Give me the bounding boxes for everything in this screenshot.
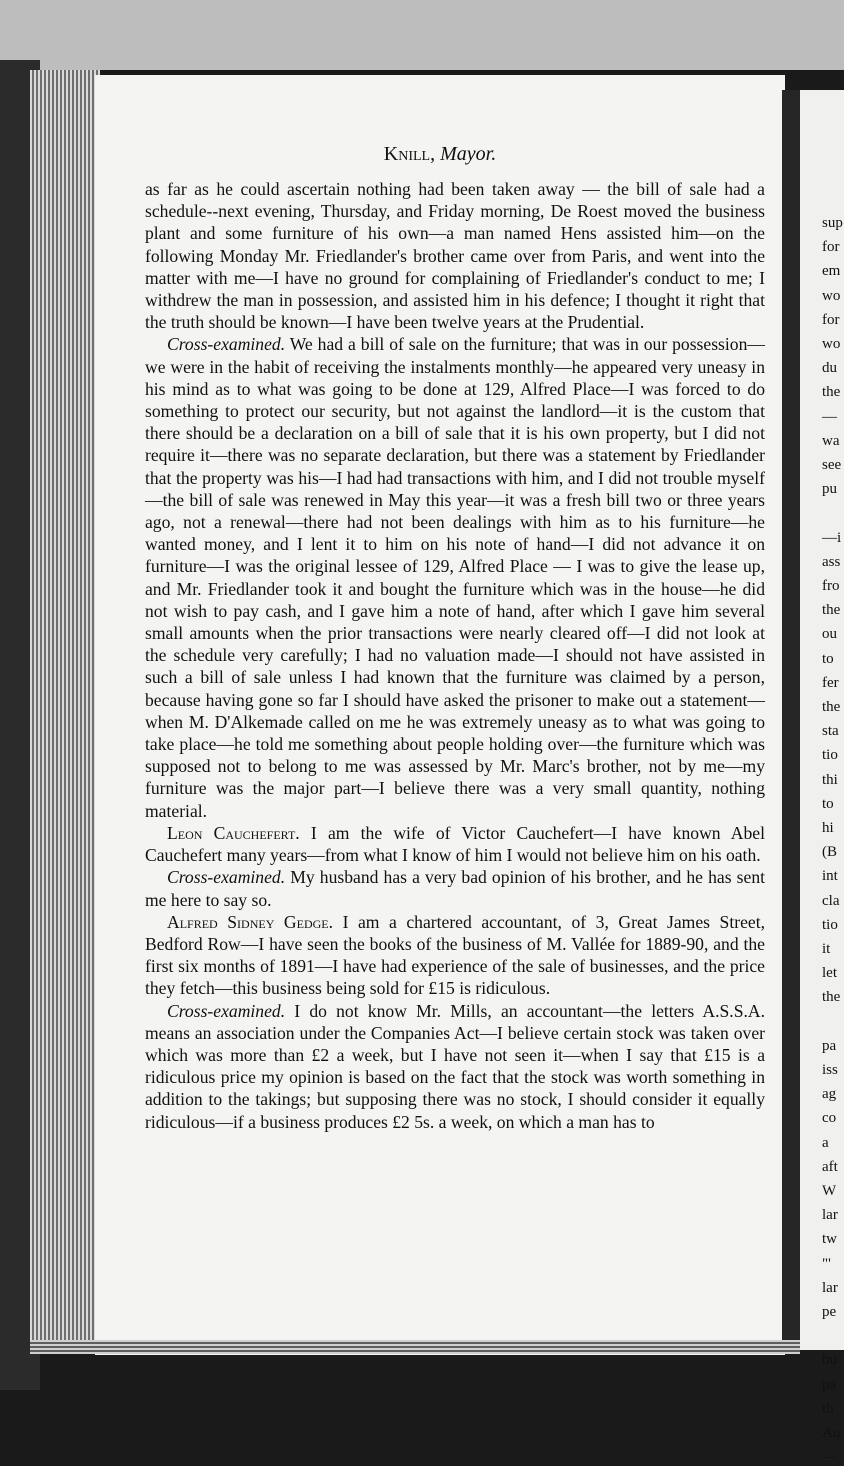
header-name: Knill, xyxy=(383,143,436,165)
facing-page-text-fragment: — xyxy=(822,408,837,425)
witness-name: Alfred Sidney Gedge. xyxy=(167,911,334,932)
facing-page-text-fragment: "' xyxy=(822,1255,831,1272)
scan-background-top xyxy=(0,0,844,70)
facing-page-text-fragment: lar xyxy=(822,1207,838,1224)
facing-page-text-fragment: hi xyxy=(822,820,834,836)
paragraph xyxy=(145,1000,765,1133)
running-header xyxy=(95,143,785,166)
book-bottom-edge xyxy=(30,1340,800,1354)
facing-page-text-fragment: pa xyxy=(822,1037,837,1054)
page-body-text xyxy=(145,178,765,1133)
facing-page-fragment xyxy=(800,90,844,1466)
facing-page-text-fragment: pe xyxy=(822,1304,837,1320)
paragraph-label: Cross-examined. xyxy=(167,1000,286,1021)
book-page-edges xyxy=(30,70,100,1350)
facing-page-text-fragment: to xyxy=(822,650,834,667)
facing-page-text-fragment: see xyxy=(822,457,842,473)
facing-page-text-fragment: em xyxy=(822,263,841,280)
facing-page-text-fragment: the xyxy=(822,699,841,715)
facing-page-text-fragment: fro xyxy=(822,578,840,594)
facing-page-text-fragment: let xyxy=(822,965,837,982)
facing-page-text-fragment: th xyxy=(822,1400,834,1417)
book-gutter xyxy=(782,90,802,1350)
facing-page-text-fragment: (B xyxy=(822,844,837,861)
facing-page-text-fragment: W xyxy=(822,1183,837,1199)
facing-page-text-fragment: ou xyxy=(822,626,837,643)
facing-page-text-fragment: wo xyxy=(822,287,841,304)
paragraph-text: My husband has a very bad opinion of his brother, and he has sent me here to say so. xyxy=(145,867,765,910)
paragraph-text: as far as he could ascertain nothing had been taken away — the bill of sale had a schedule--next evening, Thursday, and Friday morning, De Roest moved the business plant and some furniture of his own—a man named Hens assisted him—on the following Monday Mr. Friedlander's brother came over from Paris, and went into the matter with me—I have no ground for complaining of Friedlander's conduct to me; I withdrew the man in possession, and assisted him in his defence; I thought it right that the truth should be known—I have been twelve years at the Prudential. xyxy=(145,179,765,333)
facing-page-text-fragment: tw xyxy=(822,1231,837,1248)
facing-page-text-fragment: co xyxy=(822,1110,837,1127)
facing-page-text-fragment: it xyxy=(822,941,831,957)
paragraph-label: Cross-examined. xyxy=(167,867,286,888)
facing-page-text-fragment: sta xyxy=(822,723,839,740)
facing-page-text-fragment: wa xyxy=(822,432,840,449)
facing-page-text-fragment: —i xyxy=(822,529,842,546)
facing-page-text-fragment: pa xyxy=(822,1376,837,1393)
facing-page-text-fragment: du xyxy=(822,360,837,377)
facing-page-text-fragment: ass xyxy=(822,553,841,570)
facing-page-text-fragment: the xyxy=(822,989,841,1006)
facing-page-text-fragment: wo xyxy=(822,336,841,352)
facing-page-text-fragment: pu xyxy=(822,481,837,498)
facing-page-text-fragment: tio xyxy=(822,747,838,764)
paragraph-text: I am a chartered accountant, of 3, Great James Street, Bedford Row—I have seen the books of the business of M. Vallée for 1889-90, and the first six months of 1891—I have had experience of the sale of businesses, and the price they fetch—this business being sold for £15 is ridiculous. xyxy=(145,911,765,999)
paragraph xyxy=(145,822,765,866)
paragraph-text: We had a bill of sale on the furniture; that was in our possession—we were in the habit of receiving the instalments monthly—he appeared very uneasy in his mind as to what was going to be done at 129, Alfred Place—I was forced to do something to protect our security, but not against the landlord—it is the custom that there should be a declaration on a bill of sale that it is his own property, but I did not require it—there was no separate declaration, but there was a statement by Friedlander that the property was his—I had had transactions with him, and I did not trouble myself—the bill of sale was renewed in May this year—it was a fresh bill two or three years ago, not a renewal—there had not been dealings with him as to his furniture—he wanted money, and I lent it to him on his note of hand—I did not advance it on furniture—I was the original lessee of 129, Alfred Place — I was to give the lease up, and Mr. Friedlander took it and bought the furniture which was in the house—he did not wish to pay cash, and I gave him a note of hand, after which I gave him several small amounts when the prior transactions were nearly cleared off—I did not look at the schedule very carefully; I had no valuation made—I should not have assisted in such a bill of sale unless I had known that the furniture was claimed by a person, because having gone so far I should have asked the prisoner to make out a statement—when M. D'Alkemade called on me he was extremely uneasy as to what was going to take place—he told me something about people holding over—the furniture which was supposed not to belong to me was assessed by Mr. Marc's brother, not by me—my furniture was the major part—I believe there was a very small quantity, nothing material. xyxy=(145,334,765,821)
facing-page-text-fragment: a xyxy=(822,1134,829,1151)
facing-page-text-fragment: thi xyxy=(822,771,838,788)
paragraph-text: I do not know Mr. Mills, an accountant—the letters A.S.S.A. means an association under the Companies Act—I believe certain stock was taken over which was more than £2 a week, but I have not seen it—when I say that £15 is a ridiculous price my opinion is based on the fact that the stock was worth something in addition to the takings; but supposing there was no stock, I should consider it equally ridiculous—if a business produces £2 5s. a week, on which a man has to xyxy=(145,1000,765,1132)
facing-page-text-fragment: aft xyxy=(822,1158,838,1175)
facing-page-text-fragment: sup xyxy=(822,215,843,231)
facing-page-text-fragment: tio xyxy=(822,916,838,933)
paragraph-text: I am the wife of Victor Cauchefert—I have known Abel Cauchefert many years—from what I know of him I would not believe him on his oath. xyxy=(145,822,765,866)
facing-page-text-fragment: the xyxy=(822,384,841,401)
facing-page-text-fragment: iss xyxy=(822,1062,838,1078)
witness-name: Leon Cauchefert. xyxy=(167,822,300,843)
facing-page-text-fragment: Au xyxy=(822,1425,841,1441)
facing-page-text-fragment: for xyxy=(822,239,840,256)
paragraph xyxy=(145,333,765,821)
paragraph xyxy=(145,178,765,333)
facing-page-text-fragment: lar xyxy=(822,1279,838,1296)
facing-page-text-fragment: fer xyxy=(822,674,839,691)
facing-page-text-fragment: to xyxy=(822,795,834,812)
paragraph xyxy=(145,911,765,1000)
facing-page-text-fragment: cla xyxy=(822,892,840,909)
facing-page-text-fragment: the xyxy=(822,602,841,619)
facing-page-text-fragment: — xyxy=(822,1449,837,1466)
facing-page-text-fragment: for xyxy=(822,311,840,328)
paragraph xyxy=(145,866,765,910)
facing-page-text-fragment: ag xyxy=(822,1086,837,1103)
header-title: Mayor. xyxy=(440,143,497,165)
paragraph-label: Cross-examined. xyxy=(167,334,286,355)
facing-page-text-fragment: bu xyxy=(822,1352,837,1369)
facing-page-text-fragment: int xyxy=(822,868,838,885)
